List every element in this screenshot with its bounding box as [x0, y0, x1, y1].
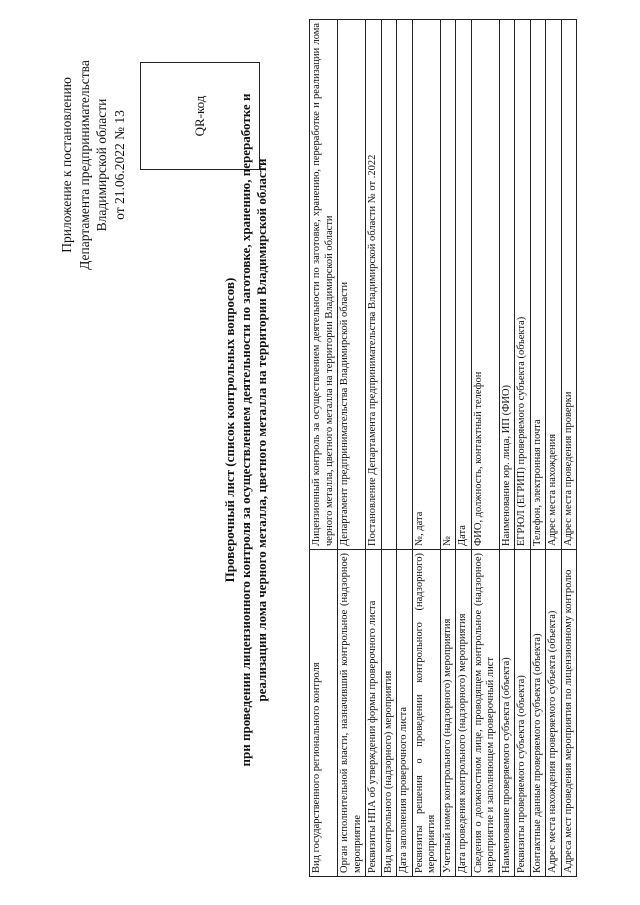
table-row [546, 20, 562, 877]
table-row [366, 20, 382, 877]
appendix-line-2: Департамента предпринимательства [76, 60, 92, 270]
row-value [397, 20, 413, 550]
row-value: Департамент предпринимательства Владимирской области [338, 20, 366, 550]
row-label: Реквизиты НПА об утверждении формы проверочного листа [366, 550, 382, 877]
row-label: Адрес места нахождения проверяемого субъекта (объекта) [546, 550, 562, 877]
row-label: Орган исполнительной власти, назначивший контрольное (надзорное) мероприятие [338, 550, 366, 877]
row-value: ФИО, должность, контактный телефон [471, 20, 499, 550]
row-value: Лицензионный контроль за осуществлением деятельности по заготовке, хранению, переработке и реализации лома черного металла, цветного металла на территории Владимирской области [310, 20, 338, 550]
table-row [530, 20, 546, 877]
document-title [222, 40, 270, 820]
qr-code-label: QR-код [192, 95, 207, 137]
row-value: Постановление Департамента предпринимательства Владимирской области № от .2022 [366, 20, 382, 550]
appendix-line-3: Владимирской области [94, 98, 109, 232]
row-label: Вид контрольного (надзорного) мероприятия [381, 550, 397, 877]
table-row [397, 20, 413, 877]
row-label: Сведения о должностном лице, проводящем контрольное (надзорное) мероприятие и заполняющем проверочный лист [471, 550, 499, 877]
table-row [471, 20, 499, 877]
row-label: Контактные данные проверяемого субъекта (объекта) [530, 550, 546, 877]
row-value: №, дата [412, 20, 440, 550]
row-label: Реквизиты проверяемого субъекта (объекта) [515, 550, 531, 877]
row-value: Наименование юр. лица, ИП (ФИО) [499, 20, 515, 550]
row-label: Учетный номер контрольного (надзорного) мероприятия [440, 550, 456, 877]
title-line-1: Проверочный лист (список контрольных вопросов) [222, 277, 237, 583]
row-label: Дата заполнения проверочного листа [397, 550, 413, 877]
row-value: ЕГРЮЛ (ЕГРИП) проверяемого субъекта (объекта) [515, 20, 531, 550]
table-row [338, 20, 366, 877]
appendix-line-4: от 21.06.2022 № 13 [111, 110, 127, 220]
row-label: Наименование проверяемого субъекта (объекта) [499, 550, 515, 877]
table-row [561, 20, 577, 877]
appendix-header [58, 45, 128, 285]
table-row [310, 20, 338, 877]
row-value [381, 20, 397, 550]
row-value: № [440, 20, 456, 550]
table-row [440, 20, 456, 877]
row-value: Адрес места нахождения [546, 20, 562, 550]
row-label: Реквизиты решения о проведении контрольного (надзорного) мероприятия [412, 550, 440, 877]
table-row [381, 20, 397, 877]
row-value: Телефон, электронная почта [530, 20, 546, 550]
row-label: Вид государственного регионального контроля [310, 550, 338, 877]
table-row [456, 20, 472, 877]
title-line-3: реализации лома черного металла, цветного металла на территории Владимирской области [254, 158, 269, 702]
appendix-line-1: Приложение к постановлению [59, 77, 74, 253]
checklist-table [309, 19, 577, 877]
table-row [412, 20, 440, 877]
row-value: Адрес места проведения проверки [561, 20, 577, 550]
row-value: Дата [456, 20, 472, 550]
table-row [515, 20, 531, 877]
row-label: Адреса мест проведения мероприятия по лицензионному контролю [561, 550, 577, 877]
table-row [499, 20, 515, 877]
title-line-2: при проведении лицензионного контроля за осуществлением деятельности по заготовке, хранению, переработке и [238, 93, 253, 767]
row-label: Дата проведения контрольного (надзорного) мероприятия [456, 550, 472, 877]
